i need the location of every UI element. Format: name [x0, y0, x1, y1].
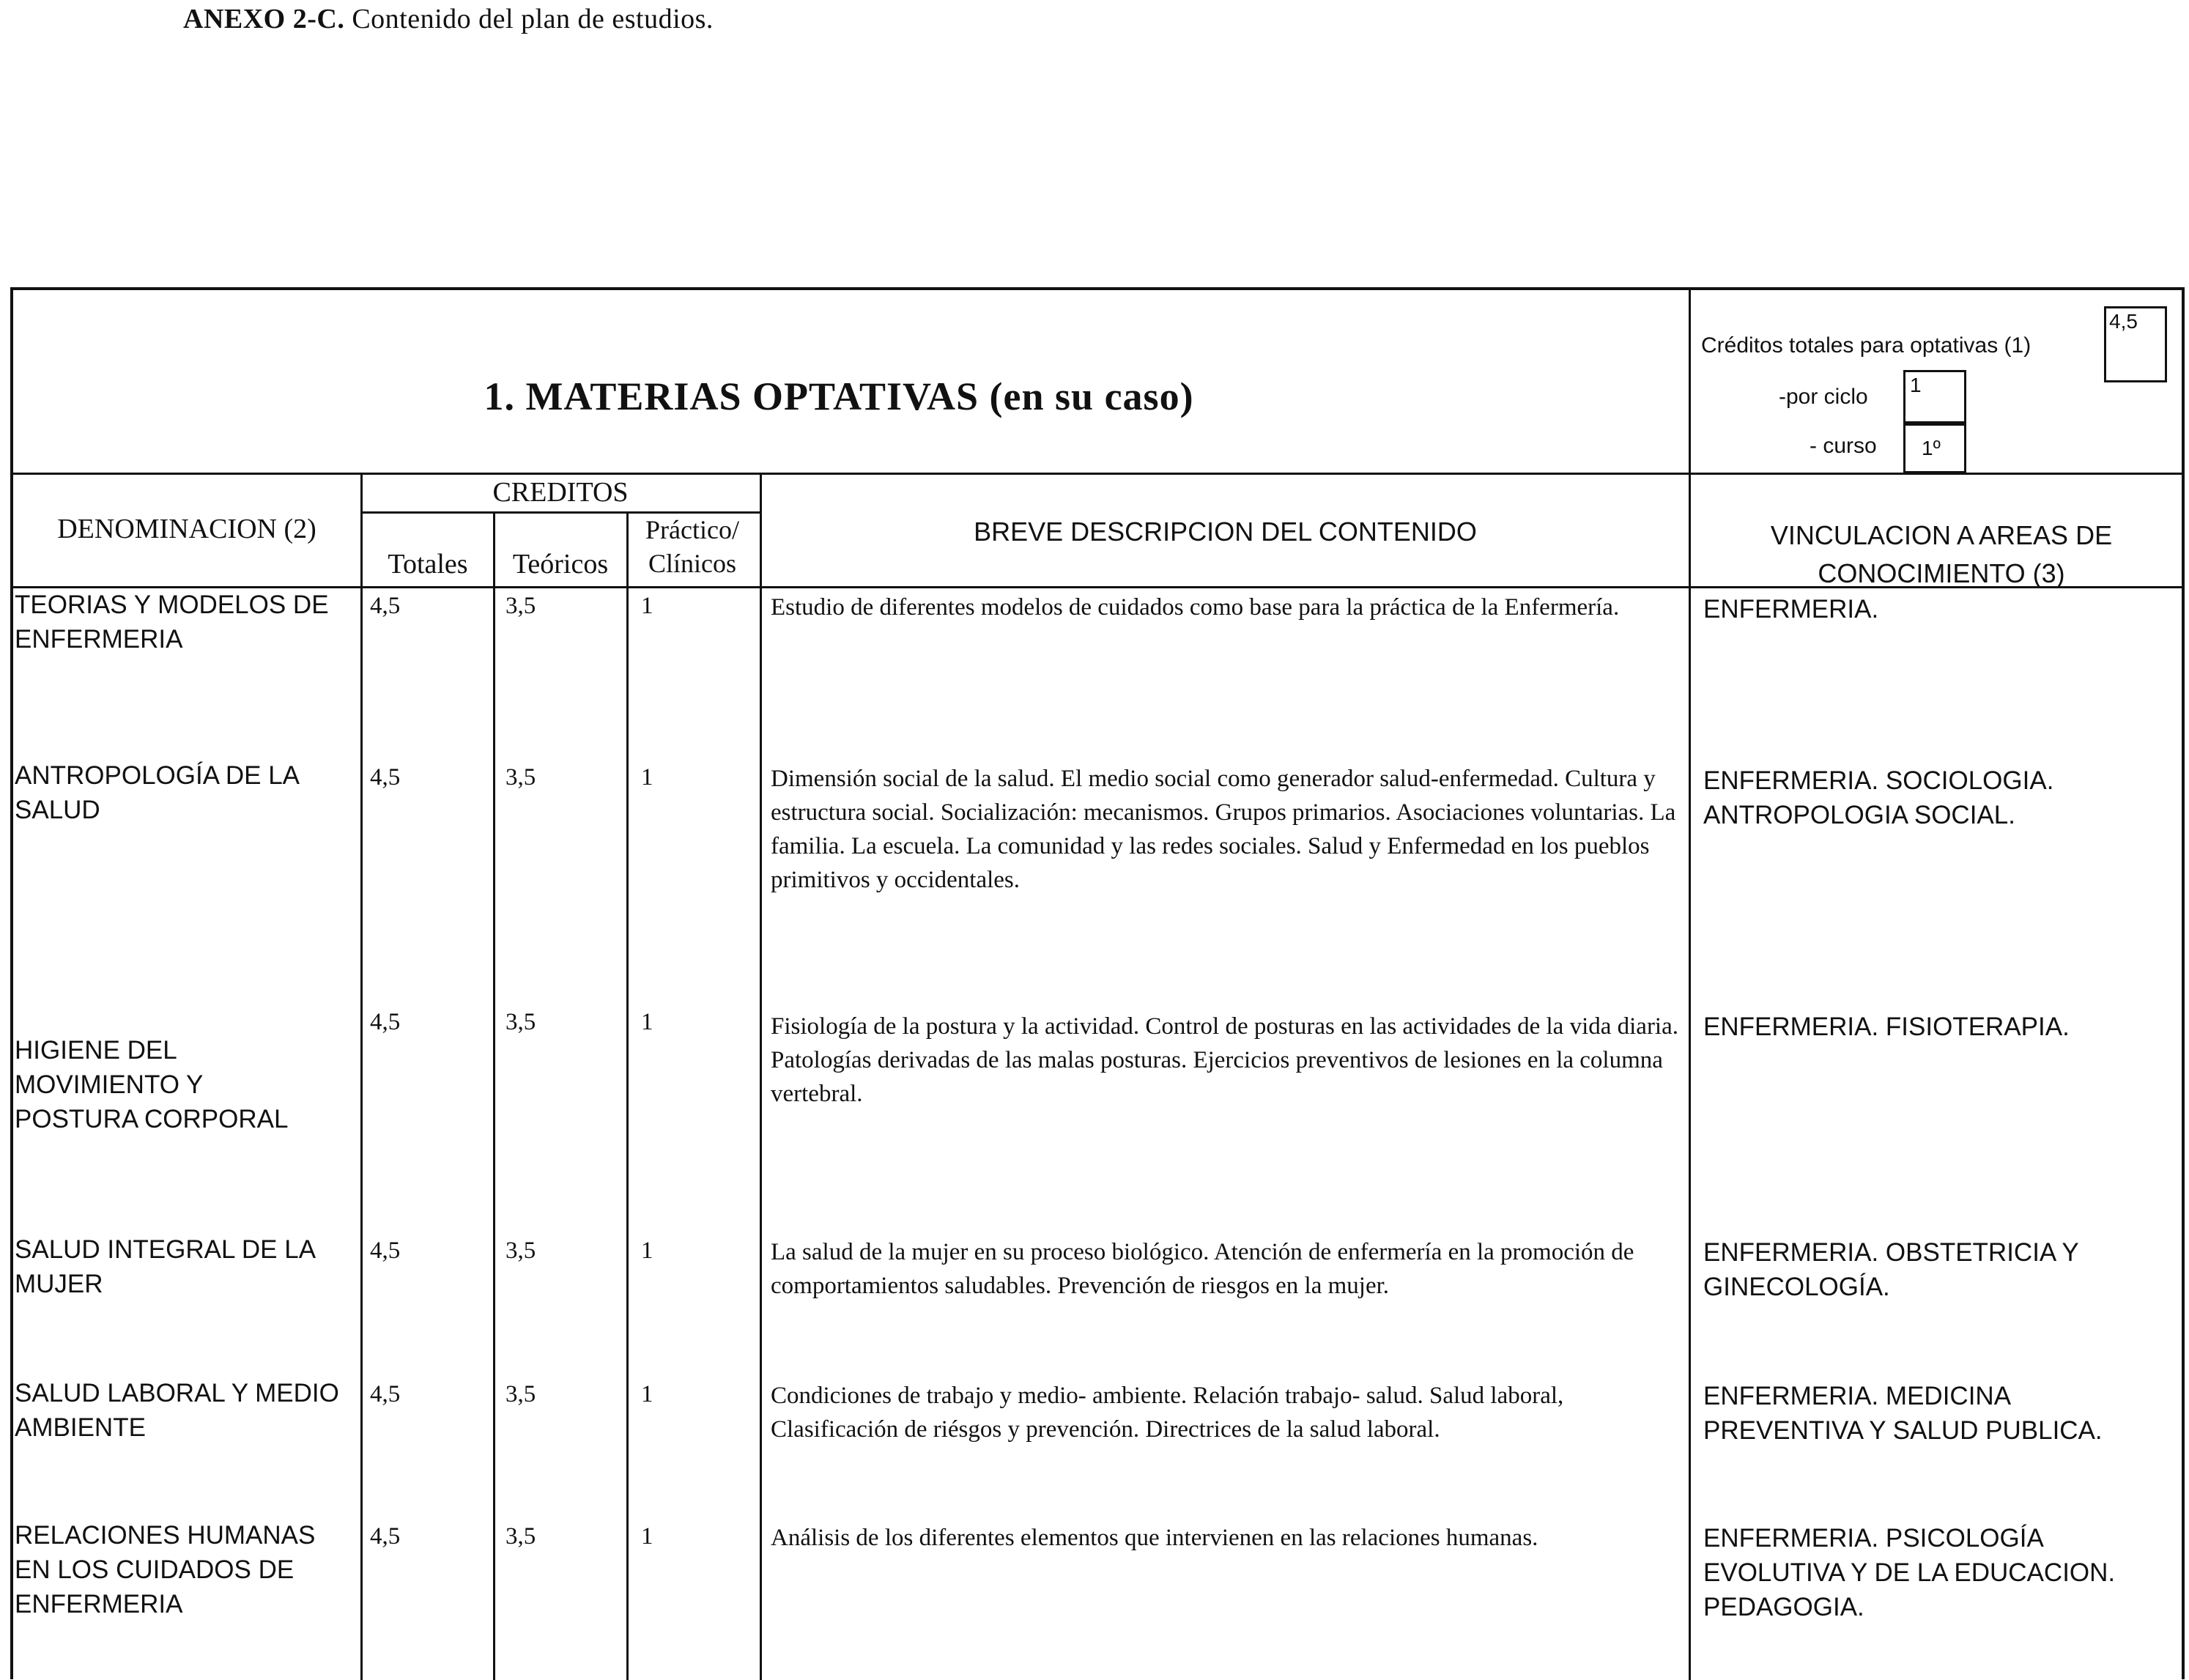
row-teoricos: 3,5 [505, 1009, 536, 1035]
row-areas: ENFERMERIA. FISIOTERAPIA. [1703, 1013, 2070, 1041]
table-frame [10, 287, 2185, 1679]
row-name: SALUD INTEGRAL DE LA MUJER [15, 1235, 315, 1298]
row-description: Fisiología de la postura y la actividad. Control de posturas en las actividades de la vida diaria. Patologías derivadas de las malas posturas. Ejercicios preventivos de lesiones en la columna vertebral. [771, 1013, 1678, 1107]
por-ciclo-box [1903, 370, 1966, 426]
row-teoricos: 3,5 [505, 764, 536, 791]
row-practicos: 1 [641, 1009, 653, 1035]
header-denominacion: DENOMINACION (2) [57, 514, 316, 544]
row-areas: ENFERMERIA. [1703, 595, 1879, 623]
row-name: RELACIONES HUMANAS EN LOS CUIDADOS DE ENFERMERIA [15, 1521, 316, 1618]
row-teoricos: 3,5 [505, 1237, 536, 1264]
row-name: SALUD LABORAL Y MEDIO AMBIENTE [15, 1379, 339, 1442]
row-totales: 4,5 [370, 593, 401, 619]
header-top-line [13, 473, 2183, 475]
row-practicos: 1 [641, 1523, 653, 1550]
header-teoricos: Teóricos [512, 549, 609, 580]
row-description: La salud de la mujer en su proceso biológico. Atención de enfermería en la promoción de comportamientos saludables. Prevención de riesgos en la mujer. [771, 1239, 1634, 1299]
header-creditos: CREDITOS [492, 477, 629, 508]
row-description: Estudio de diferentes modelos de cuidados como base para la práctica de la Enfermería. [771, 594, 1620, 621]
header-vinculacion: VINCULACION A AREAS DE CONOCIMIENTO (3) [1770, 520, 2113, 588]
credits-total-label: Créditos totales para optativas (1) [1701, 333, 2031, 358]
credits-total-value: 4,5 [2109, 310, 2138, 333]
row-practicos: 1 [641, 764, 653, 791]
header-descripcion: BREVE DESCRIPCION DEL CONTENIDO [974, 517, 1477, 547]
curso-label: - curso [1810, 434, 1877, 458]
divider-totales [493, 511, 495, 1680]
por-ciclo-label: -por ciclo [1779, 385, 1868, 409]
row-practicos: 1 [641, 1381, 653, 1407]
divider-areas [1689, 290, 1691, 1680]
row-areas: ENFERMERIA. MEDICINA PREVENTIVA Y SALUD PUBLICA. [1703, 1382, 2103, 1445]
row-description: Análisis de los diferentes elementos que intervienen en las relaciones humanas. [771, 1525, 1538, 1551]
row-teoricos: 3,5 [505, 1381, 536, 1407]
row-totales: 4,5 [370, 764, 401, 791]
row-practicos: 1 [641, 593, 653, 619]
row-description: Dimensión social de la salud. El medio social como generador salud-enfermedad. Cultura y estructura social. Socialización: mecanismos. Grupos primarios. Asociaciones voluntarias. La familia. La escuela. La comunidad y las redes sociales. Salud y Enfermedad en los pueblos primitivos y occidentales. [771, 766, 1676, 893]
header-practicos: Práctico/ Clínicos [645, 515, 739, 578]
divider-teoricos [626, 511, 629, 1680]
row-name: TEORIAS Y MODELOS DE ENFERMERIA [15, 591, 329, 654]
header-totales: Totales [388, 549, 468, 580]
por-ciclo-value: 1 [1910, 374, 1922, 396]
divider-denominacion [360, 473, 363, 1680]
row-totales: 4,5 [370, 1237, 401, 1264]
row-teoricos: 3,5 [505, 593, 536, 619]
credits-total-box [2104, 306, 2167, 382]
row-description: Condiciones de trabajo y medio- ambiente. Relación trabajo- salud. Salud laboral, Clasificación de riésgos y prevención. Directrices de la salud laboral. [771, 1383, 1564, 1443]
annex-label: ANEXO 2-C. [183, 4, 345, 34]
row-areas: ENFERMERIA. PSICOLOGÍA EVOLUTIVA Y DE LA EDUCACION. PEDAGOGIA. [1703, 1524, 2116, 1621]
row-teoricos: 3,5 [505, 1523, 536, 1550]
curso-value: 1º [1922, 437, 1941, 459]
page-title: 1. MATERIAS OPTATIVAS (en su caso) [484, 374, 1194, 418]
row-totales: 4,5 [370, 1523, 401, 1550]
row-practicos: 1 [641, 1237, 653, 1264]
row-totales: 4,5 [370, 1009, 401, 1035]
annex-heading [183, 3, 714, 35]
curso-box [1903, 421, 1966, 473]
row-name: HIGIENE DEL MOVIMIENTO Y POSTURA CORPORAL [15, 1036, 289, 1133]
annex-text: Contenido del plan de estudios. [352, 4, 714, 34]
row-areas: ENFERMERIA. OBSTETRICIA Y GINECOLOGÍA. [1703, 1238, 2079, 1301]
divider-practicos [760, 473, 762, 1680]
row-totales: 4,5 [370, 1381, 401, 1407]
row-areas: ENFERMERIA. SOCIOLOGIA. ANTROPOLOGIA SOCIAL. [1703, 766, 2054, 829]
row-name: ANTROPOLOGÍA DE LA SALUD [15, 761, 299, 824]
